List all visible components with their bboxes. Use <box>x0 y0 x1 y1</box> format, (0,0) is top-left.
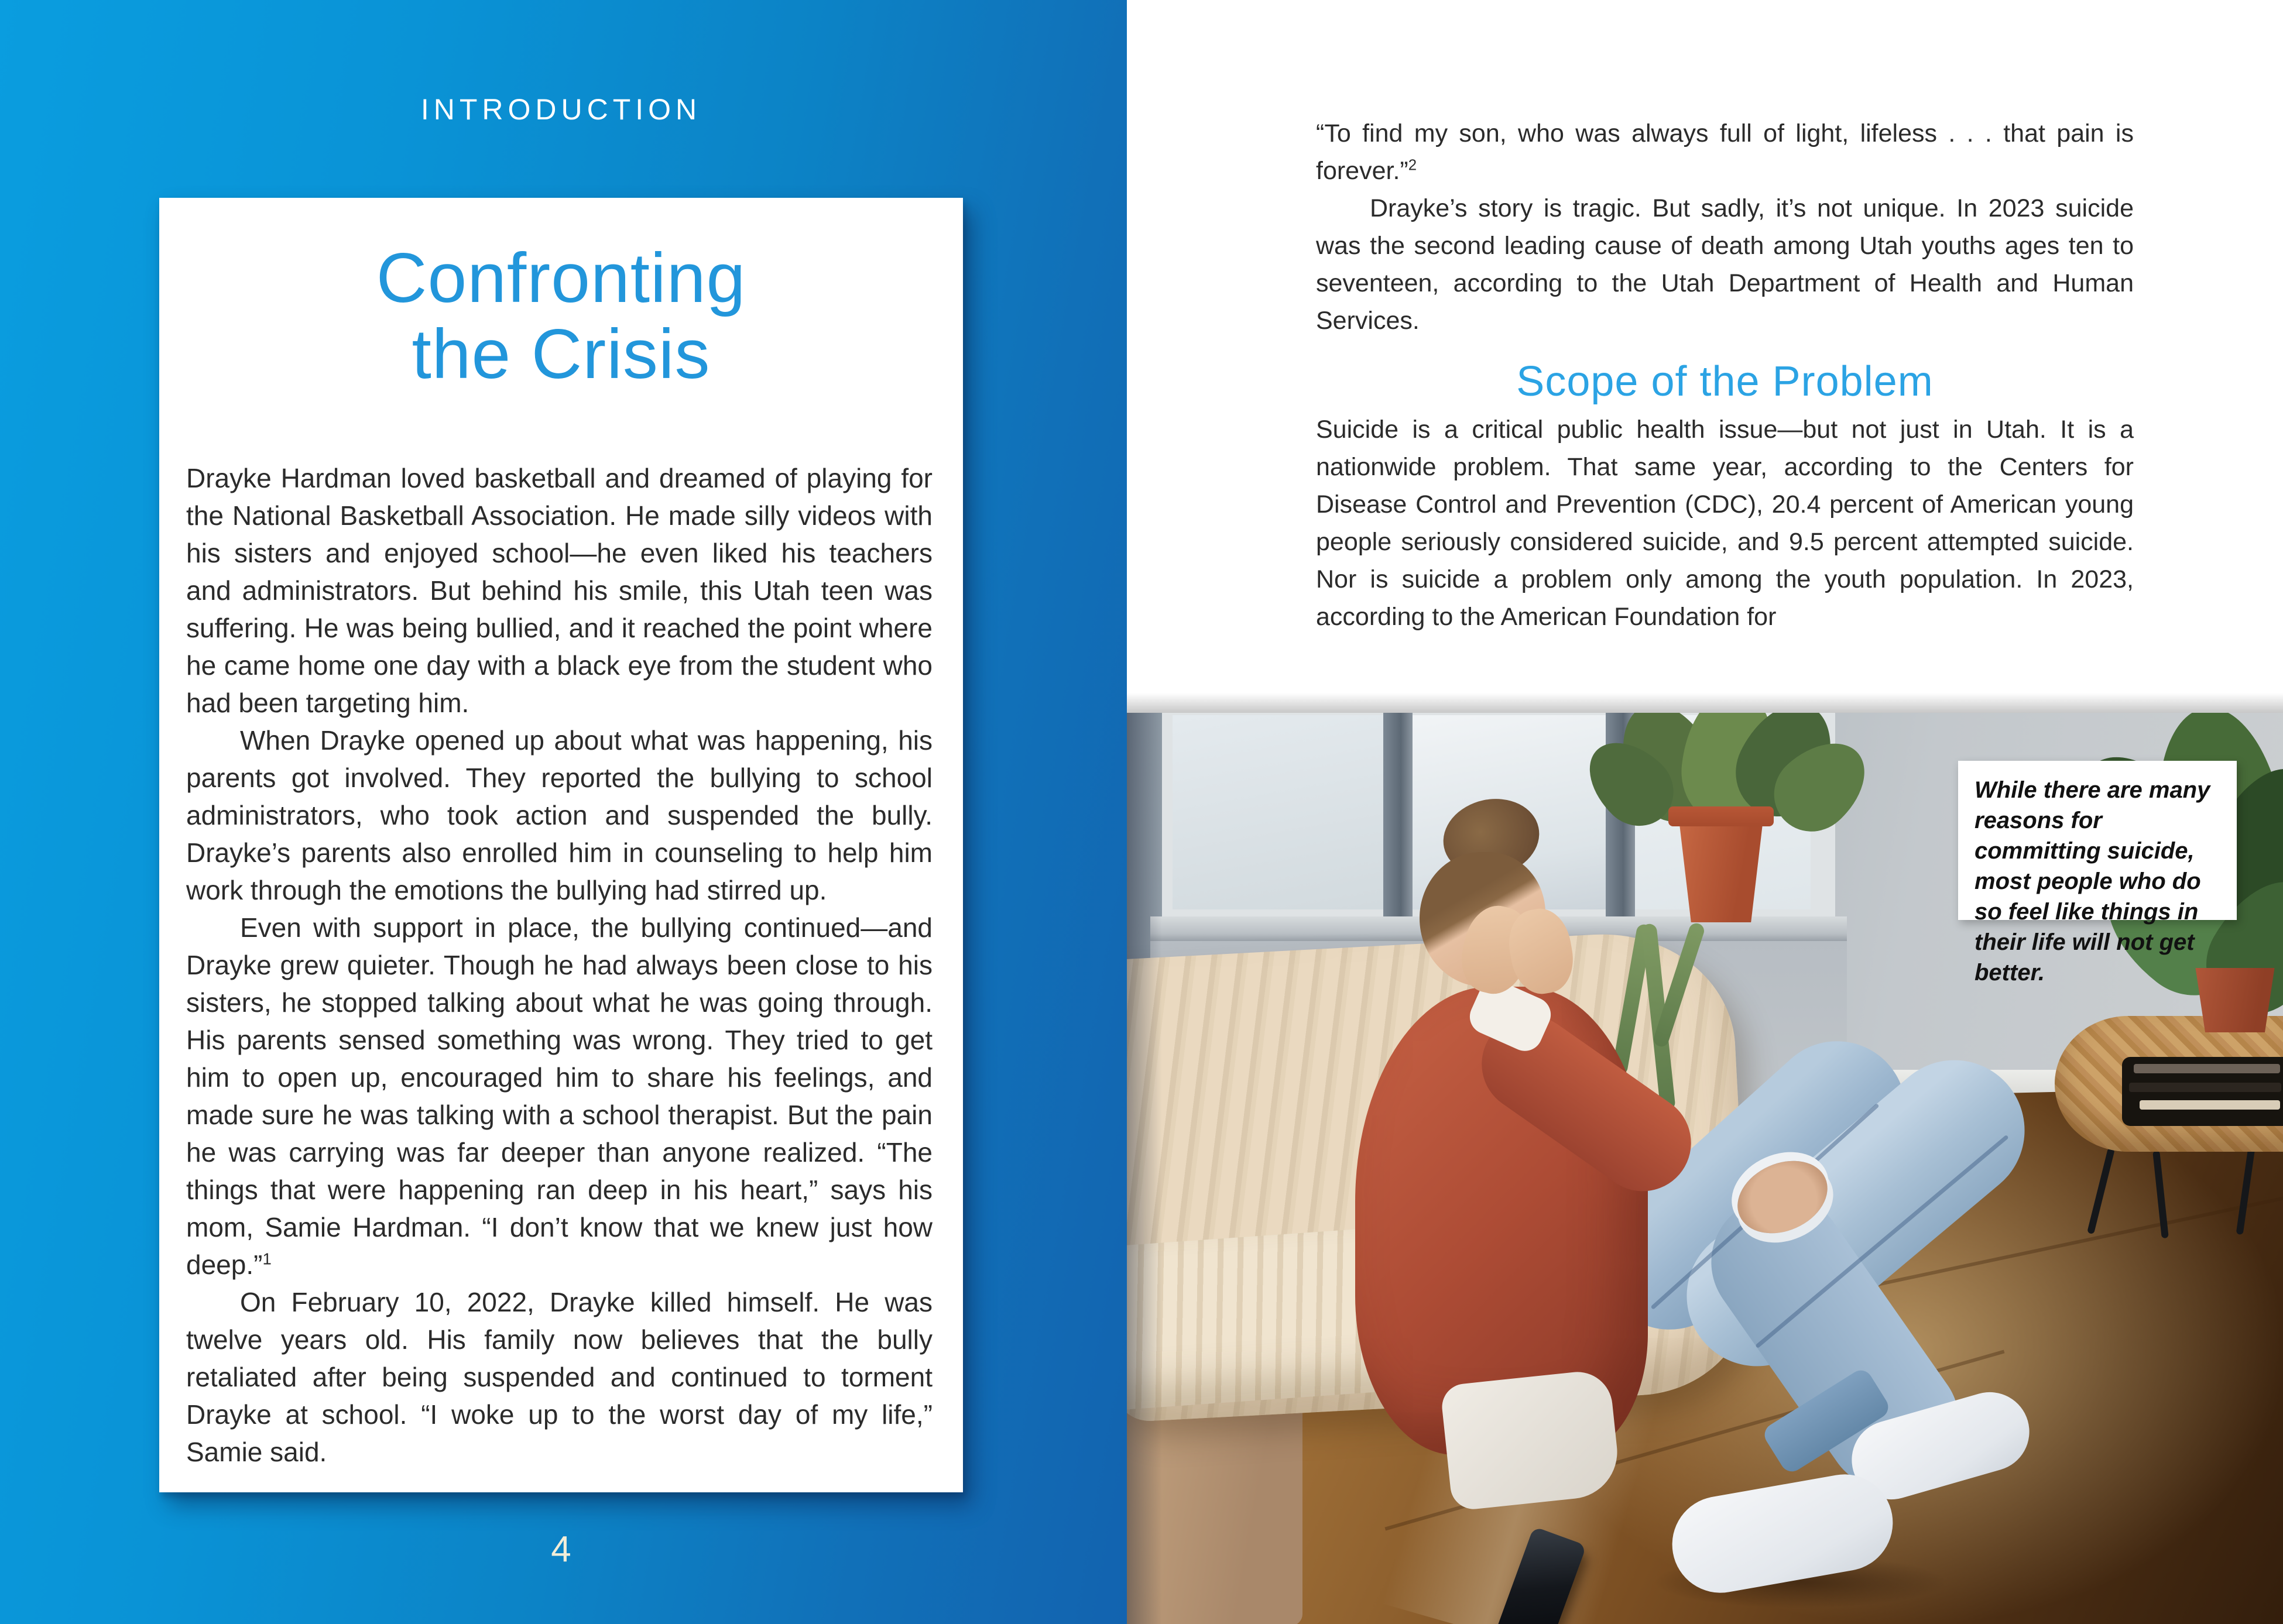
photo-caption-box <box>1958 761 2237 986</box>
photo-top-shadow <box>1127 693 2283 713</box>
body-paragraph: Suicide is a critical public health issue—but not just in Utah. It is a nationwide problem. That same year, according to the Centers for Disease Control and Prevention (CDC), 20.4 percent of American young people seriously considered suicide, and 9.5 percent attempted suicide. Nor is suicide a problem only among the youth population. In 2023, according to the American Foundation for <box>1316 416 2134 631</box>
window-pane <box>1173 715 1383 909</box>
book-spine <box>2134 1064 2280 1073</box>
chapter-title-line2: the Crisis <box>412 315 711 393</box>
quote-text: “To find my son, who was always full of light, lifeless . . . that pain is forever.” <box>1316 119 2134 185</box>
chapter-body <box>159 459 963 1471</box>
photo-sad-teen <box>1127 713 2283 1624</box>
intro-card <box>159 198 963 1492</box>
window-mullion <box>1383 713 1413 918</box>
footnote-marker: 2 <box>1408 157 1417 174</box>
chapter-title-line1: Confronting <box>376 239 746 317</box>
body-paragraph: When Drayke opened up about what was happening, his parents got involved. They reported the bullying to school administrators, who took action and suspended the bully. Drayke’s parents also enrolled him in counseling to help him work through the emotions the bullying had stirred up. <box>186 725 933 905</box>
footnote-marker: 1 <box>262 1249 272 1268</box>
left-page <box>0 0 1127 1624</box>
section-heading: Scope of the Problem <box>1516 358 1934 405</box>
gutter-shade <box>1127 713 1162 1624</box>
right-page-text <box>1316 115 2134 636</box>
body-paragraph <box>186 909 933 1283</box>
body-paragraph-text: Even with support in place, the bullying continued—and Drayke grew quieter. Though he had always been close to his sisters, he stopped talking about what he was going through. His parents sensed something was wrong. They tried to get him to open up, encouraged him to share his feelings, and made sure he was talking with a school therapist. But the pain he was carrying was far deeper than anyone realized. “The things that were happening ran deep in his heart,” says his mom, Samie Hardman. “I don’t know that we knew just how deep.” <box>186 912 933 1280</box>
right-page <box>1127 0 2283 1624</box>
book-spine <box>2140 1100 2280 1110</box>
body-paragraph: Drayke’s story is tragic. But sadly, it’s not unique. In 2023 suicide was the second leading cause of death among Utah youths ages ten to seventeen, according to the Utah Department of Health and Human Services. <box>1316 194 2134 335</box>
photo-caption-text: While there are many reasons for committing suicide, most people who do so feel like things in their life will not get better. <box>1975 777 2210 986</box>
page-number: 4 <box>551 1529 571 1570</box>
chapter-kicker: INTRODUCTION <box>420 93 702 126</box>
book-spine <box>2129 1083 2281 1092</box>
white-shirt-hem <box>1440 1368 1622 1511</box>
body-paragraph: Drayke Hardman loved basketball and dreamed of playing for the National Basketball Association. He made silly videos with his sisters and enjoyed school—he even liked his teachers and administrators. But behind his smile, this Utah teen was suffering. He was being bullied, and it reached the point where he came home one day with a black eye from the student who had been targeting him. <box>186 463 933 718</box>
chapter-title <box>159 240 963 392</box>
terracotta-pot-rim <box>1668 806 1774 826</box>
body-paragraph: On February 10, 2022, Drayke killed himself. He was twelve years old. His family now believes that the bully retaliated after being suspended and continued to torment Drayke at school. “I woke up to the worst day of my life,” Samie said. <box>186 1287 933 1467</box>
quote-paragraph <box>1316 115 2134 190</box>
